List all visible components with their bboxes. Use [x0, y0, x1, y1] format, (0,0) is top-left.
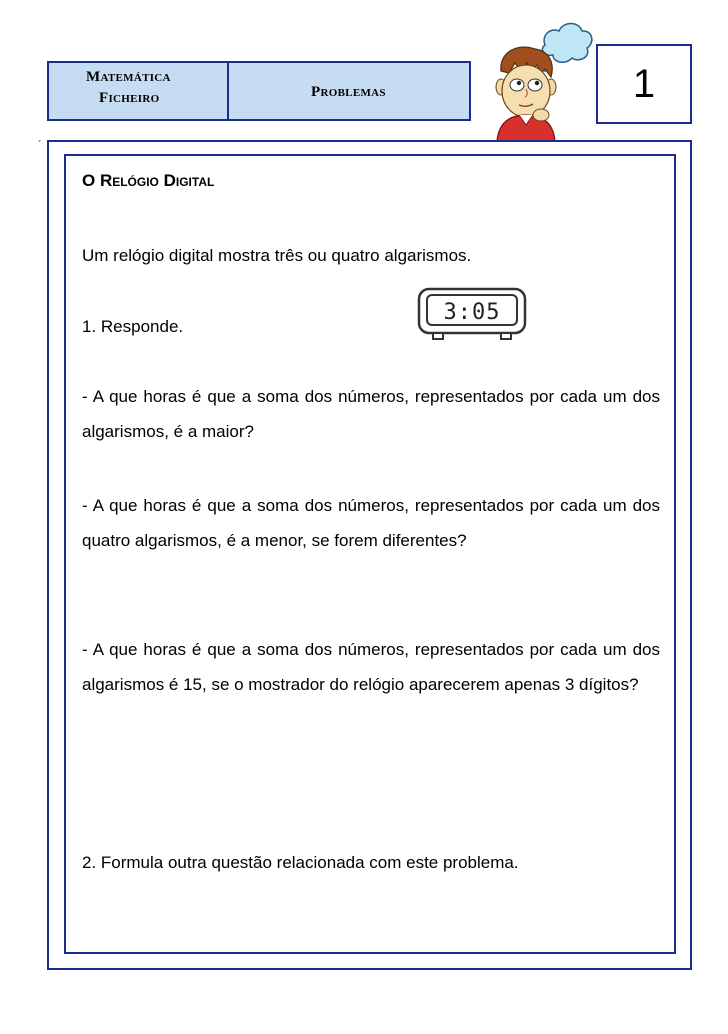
header-file: Ficheiro [99, 90, 160, 106]
decorative-mark: ´ [38, 138, 42, 152]
header-type: Problemas [311, 84, 386, 100]
question-1-item: - A que horas é que a soma dos números, representados por cada um dos algarismos é 15, se o mostrador do relógio aparecerem apenas 3 dígitos? [82, 640, 660, 694]
sheet-number: 1 [596, 44, 692, 124]
header-divider [227, 63, 229, 119]
question-1-heading: 1. Responde. [82, 317, 184, 336]
header-banner [47, 61, 471, 121]
header-subject: Matemática [86, 69, 171, 85]
question-2-heading: 2. Formula outra questão relacionada com este problema. [82, 853, 519, 872]
page-title: O Relógio Digital [82, 171, 215, 190]
question-1-item: - A que horas é que a soma dos números, representados por cada um dos algarismos, é a maior? [82, 387, 660, 441]
thinking-boy-icon [483, 15, 595, 141]
question-1-item: - A que horas é que a soma dos números, representados por cada um dos quatro algarismos, é a menor, se forem diferentes? [82, 496, 660, 550]
intro-text: Um relógio digital mostra três ou quatro algarismos. [82, 246, 472, 265]
clock-display: 3:05 [443, 300, 501, 325]
